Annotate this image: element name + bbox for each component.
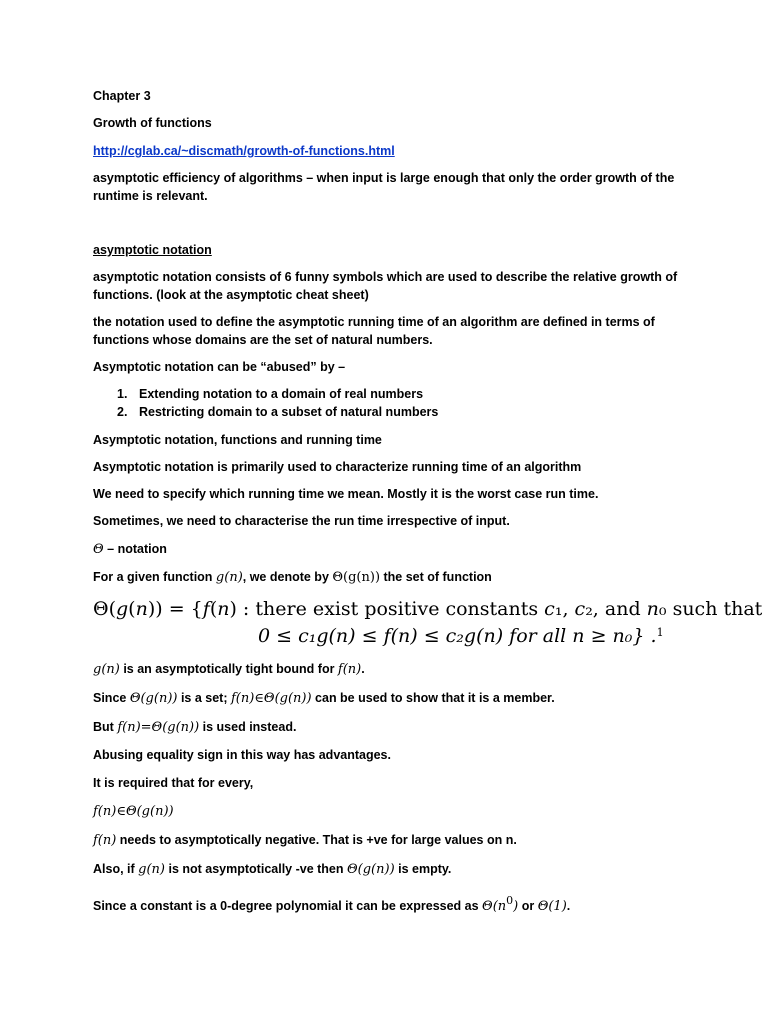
domain-line-1: the notation used to define the asymptotic running time of an algorithm are defined in terms of: [93, 315, 655, 329]
text-span: or: [518, 899, 538, 913]
text-span: .: [361, 662, 365, 676]
symbols-line-1: asymptotic notation consists of 6 funny symbols which are used to describe the relative growth of: [93, 270, 678, 284]
text-span: is not asymptotically -ve then: [165, 862, 347, 876]
formula-part: c: [544, 598, 555, 620]
text-span: is used instead.: [199, 720, 297, 734]
tight-bound-line: [93, 660, 365, 679]
footnote-marker: 1: [656, 626, 664, 639]
section-title: Growth of functions: [93, 116, 212, 130]
list-number: 2.: [117, 404, 128, 419]
para-required: It is required that for every,: [93, 776, 254, 790]
formula-part: n: [217, 598, 230, 620]
constant-line: [93, 892, 570, 916]
text-span: Since: [93, 691, 130, 705]
math-span: ): [513, 899, 519, 914]
text-span: can be used to show that it is a member.: [311, 691, 555, 705]
abuse-list: [117, 386, 438, 421]
list-text: Restricting domain to a subset of natural numbers: [139, 404, 439, 419]
formula-part: Θ(: [93, 598, 116, 620]
formula-part: g: [116, 598, 129, 620]
list-item: [117, 404, 438, 422]
text-span: the set of function: [380, 570, 492, 584]
text-span: Since a constant is a 0-degree polynomial it can be expressed as: [93, 899, 483, 913]
intro-line-1: asymptotic efficiency of algorithms – when input is large enough that only the order growth of the: [93, 171, 675, 185]
math-span: f(n)∈Θ(g(n)): [230, 691, 312, 706]
member-line: [93, 689, 555, 708]
math-span: f(n)∈Θ(g(n)): [93, 804, 174, 819]
negative-line: [93, 831, 517, 850]
formula-part: (: [209, 598, 218, 620]
para-specify: We need to specify which running time we mean. Mostly it is the worst case run time.: [93, 487, 599, 501]
abused-intro: Asymptotic notation can be “abused” by –: [93, 360, 346, 374]
superscript: 0: [506, 894, 514, 907]
formula-part: f: [202, 598, 210, 620]
formula-part: ₀ such that: [658, 598, 763, 620]
theta-notation-heading: [93, 540, 167, 559]
given-function-line: [93, 568, 492, 587]
formula-part: ₂, and: [585, 598, 647, 620]
empty-line: [93, 860, 451, 879]
text-span: Also, if: [93, 862, 139, 876]
member-formula-line: [93, 802, 174, 821]
para-characterize: Asymptotic notation is primarily used to characterize running time of an algorithm: [93, 460, 582, 474]
text-span: is a set;: [177, 691, 231, 705]
formula-part: 0 ≤ c₁g(n) ≤ f(n) ≤ c₂g(n) for all n ≥ n₀} .: [258, 625, 657, 647]
formula-part: ₁,: [554, 598, 575, 620]
text-span: is an asymptotically tight bound for: [119, 662, 338, 676]
text-span: But: [93, 720, 118, 734]
text-span: needs to asymptotically negative. That is +ve for large values on n.: [116, 833, 517, 847]
intro-line-2: runtime is relevant.: [93, 189, 208, 203]
text-span: For a given function: [93, 570, 216, 584]
math-span: Θ(g(n)): [129, 691, 178, 706]
theta-definition-formula: [93, 597, 762, 648]
math-span: g(n): [138, 862, 165, 877]
theta-symbol: Θ: [93, 542, 104, 557]
math-span: Θ(g(n)): [332, 570, 381, 585]
symbols-line-2: functions. (look at the asymptotic cheat sheet): [93, 288, 369, 302]
formula-row-2: [93, 621, 762, 648]
math-span: f(n): [337, 662, 362, 677]
list-number: 1.: [117, 387, 128, 401]
heading-running-time: Asymptotic notation, functions and running time: [93, 433, 382, 447]
formula-part: ) : there exist positive constants: [229, 598, 545, 620]
formula-row-1: [93, 597, 762, 621]
math-span: Θ(1): [537, 899, 567, 914]
list-item: [117, 386, 438, 404]
para-irrespective: Sometimes, we need to characterise the run time irrespective of input.: [93, 514, 510, 528]
math-span: f(n)=Θ(g(n)): [117, 720, 200, 735]
formula-part: n: [135, 598, 148, 620]
math-span: Θ(g(n)): [347, 862, 395, 877]
list-text: Extending notation to a domain of real numbers: [139, 387, 424, 401]
text-span: , we denote by: [242, 570, 333, 584]
formula-part: (: [128, 598, 136, 620]
formula-part: )) = {: [147, 598, 203, 620]
math-span: g(n): [215, 570, 243, 585]
chapter-title: Chapter 3: [93, 89, 151, 103]
instead-line: [93, 718, 296, 737]
math-span: Θ(n: [482, 899, 507, 914]
math-span: f(n): [93, 833, 117, 848]
math-span: g(n): [93, 662, 120, 677]
formula-part: c: [574, 598, 586, 620]
text-span: .: [566, 899, 571, 913]
reference-link[interactable]: http://cglab.ca/~discmath/growth-of-functions.html: [93, 144, 395, 158]
theta-heading-text: – notation: [103, 542, 167, 556]
text-span: is empty.: [394, 862, 452, 876]
heading-asymptotic-notation: asymptotic notation: [93, 243, 212, 257]
reference-link-line: [93, 142, 395, 160]
formula-part: n: [646, 598, 659, 620]
para-abusing: Abusing equality sign in this way has advantages.: [93, 748, 391, 762]
domain-line-2: functions whose domains are the set of natural numbers.: [93, 333, 433, 347]
